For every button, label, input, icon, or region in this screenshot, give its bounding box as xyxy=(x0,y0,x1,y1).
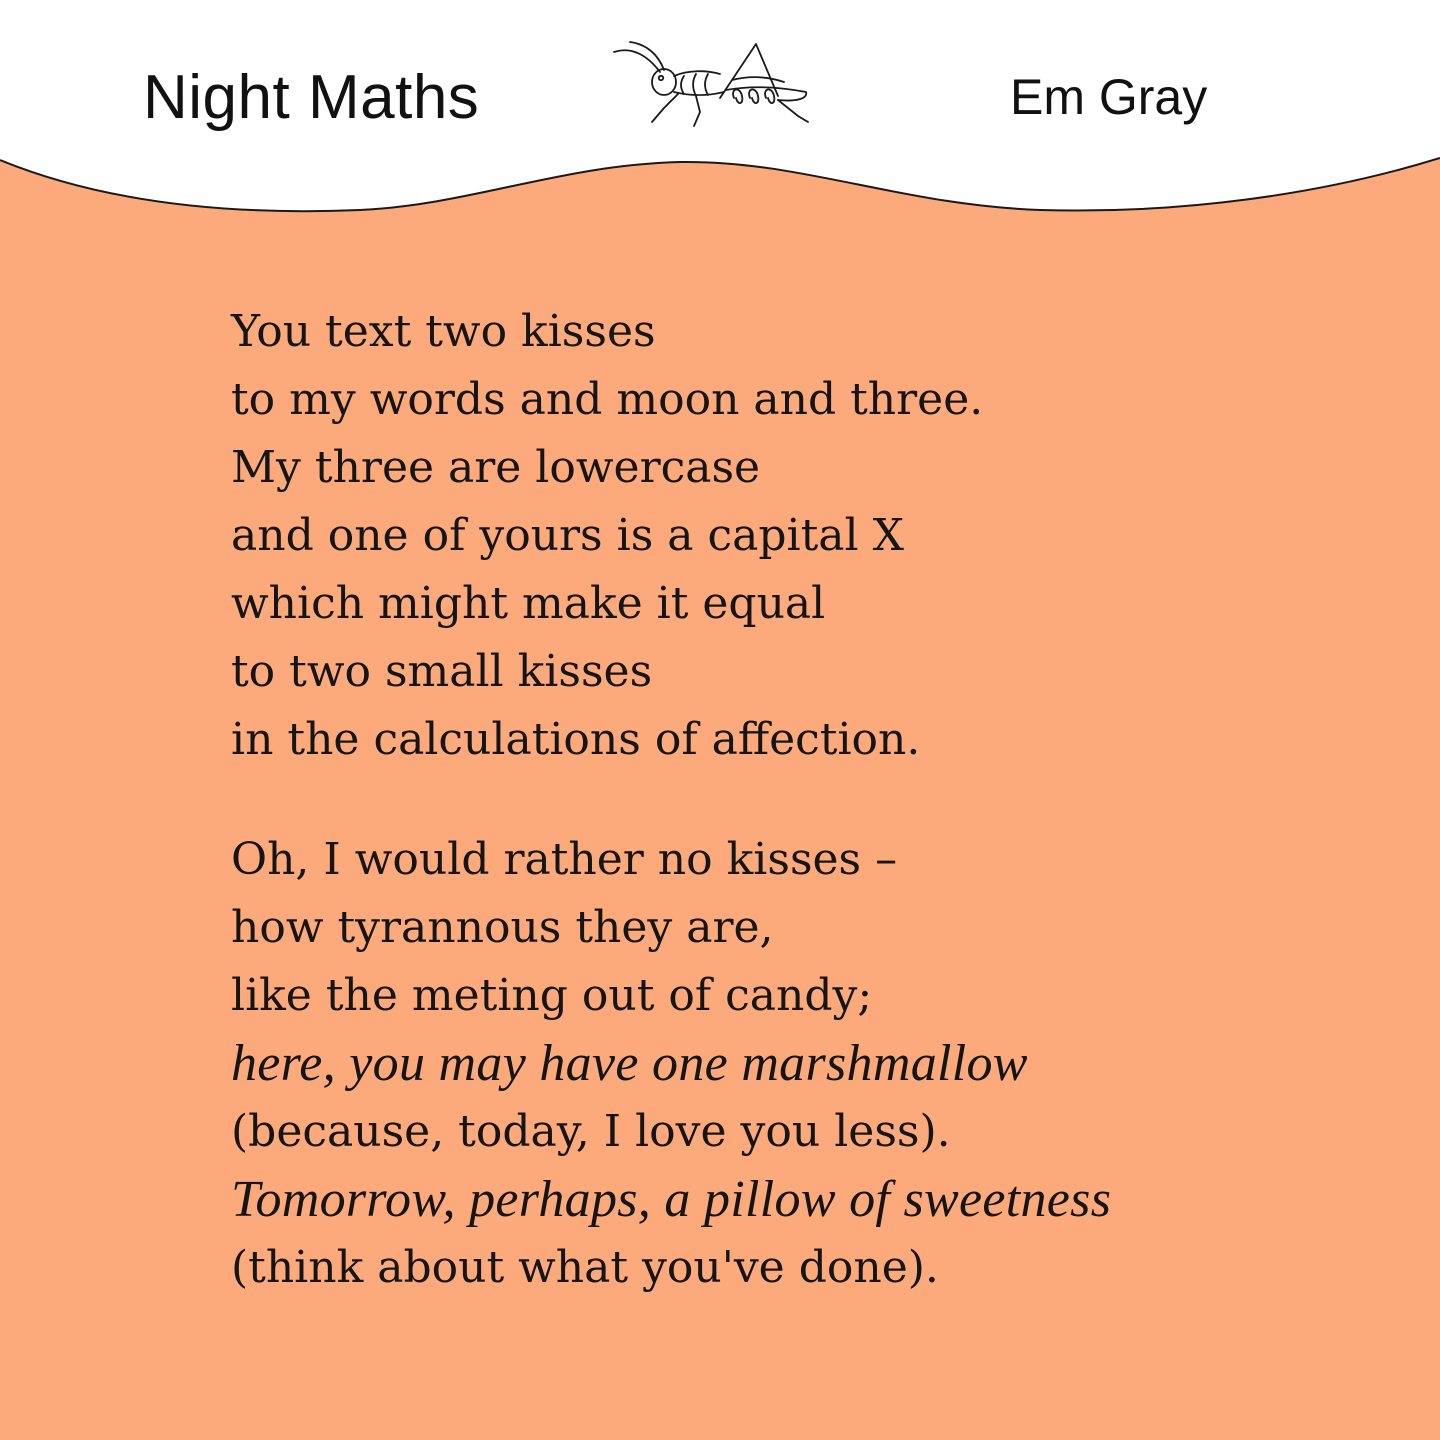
poem-line: (because, today, I love you less). xyxy=(231,1106,951,1157)
poem-line: You text two kisses xyxy=(231,306,656,357)
poem-line: which might make it equal xyxy=(231,578,826,629)
poem-body xyxy=(231,298,1331,1302)
poem-line-italic: Tomorrow, perhaps, a pillow of sweetness xyxy=(231,1171,1112,1228)
poem-line: like the meting out of candy; xyxy=(231,970,873,1021)
poem-line: (think about what you've done). xyxy=(231,1242,939,1293)
poem-line: to my words and moon and three. xyxy=(231,374,984,425)
stanza-2 xyxy=(231,826,1331,1302)
poem-line: Oh, I would rather no kisses – xyxy=(231,834,898,885)
poem-title: Night Maths xyxy=(143,63,480,132)
poem-line: and one of yours is a capital X xyxy=(231,510,904,561)
poem-line: to two small kisses xyxy=(231,646,653,697)
poem-line-italic: here, you may have one marshmallow xyxy=(231,1035,1028,1092)
grasshopper-logo-icon xyxy=(608,36,818,132)
poem-line: My three are lowercase xyxy=(231,442,761,493)
stanza-1 xyxy=(231,298,1331,774)
poem-line: in the calculations of affection. xyxy=(231,714,921,765)
poem-author: Em Gray xyxy=(1010,69,1208,125)
poem-line: how tyrannous they are, xyxy=(231,902,774,953)
